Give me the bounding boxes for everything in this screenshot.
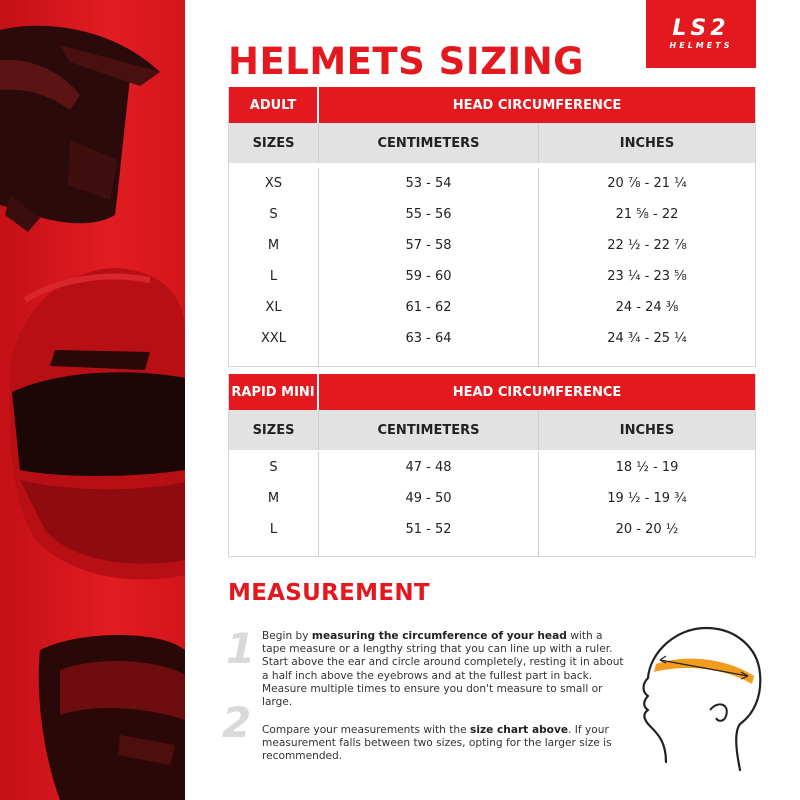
- col-header-sizes: SIZES: [229, 123, 319, 163]
- adult-label: ADULT: [229, 87, 319, 123]
- size-cell: S: [229, 452, 319, 483]
- inches-cell: 20 - 20 ½: [615, 522, 679, 537]
- logo-sub: HELMETS: [669, 41, 733, 50]
- inches-cell: 19 ½ - 19 ¾: [607, 491, 687, 506]
- size-cell: M: [229, 483, 319, 514]
- rapid-mini-table-body: [229, 450, 755, 557]
- rapid-mini-label: RAPID MINI: [229, 374, 319, 410]
- size-cell: L: [229, 261, 319, 292]
- measurement-title: MEASUREMENT: [228, 580, 430, 606]
- size-cell: S: [229, 199, 319, 230]
- inches-cell: 24 ¾ - 25 ¼: [607, 331, 687, 346]
- col-header-inches: INCHES: [619, 422, 675, 438]
- table-row: [229, 323, 755, 354]
- adult-group-header: HEAD CIRCUMFERENCE: [452, 97, 622, 113]
- table-row: [229, 261, 755, 292]
- head-measure-diagram-icon: [636, 622, 766, 772]
- table-row: [229, 514, 755, 545]
- step-number: 1: [226, 624, 256, 673]
- col-header-centimeters: CENTIMETERS: [319, 123, 539, 163]
- size-cell: XS: [229, 168, 319, 199]
- cm-cell: 63 - 64: [319, 323, 539, 354]
- adult-size-table: [228, 87, 756, 367]
- cm-cell: 59 - 60: [319, 261, 539, 292]
- step-text: [262, 724, 627, 764]
- rapid-mini-group-header: HEAD CIRCUMFERENCE: [452, 384, 622, 400]
- adult-column-headers: [229, 123, 755, 163]
- col-header-inches: INCHES: [619, 135, 675, 151]
- size-cell: M: [229, 230, 319, 261]
- table-row: [229, 168, 755, 199]
- size-cell: L: [229, 514, 319, 545]
- table-filler: [229, 354, 755, 367]
- cm-cell: 57 - 58: [319, 230, 539, 261]
- size-cell: XXL: [229, 323, 319, 354]
- step-text-post: . If your measurement falls between two sizes, opting for the larger size is recommended.: [262, 724, 612, 763]
- inches-cell: 20 ⅞ - 21 ¼: [607, 176, 687, 191]
- logo-brand: LS2: [672, 16, 730, 41]
- cm-cell: 55 - 56: [319, 199, 539, 230]
- table-row: [229, 483, 755, 514]
- col-header-sizes: SIZES: [229, 410, 319, 450]
- cm-cell: 53 - 54: [319, 168, 539, 199]
- inches-cell: 22 ½ - 22 ⅞: [607, 238, 687, 253]
- step-text-bold: measuring the circumference of your head: [311, 630, 567, 642]
- inches-cell: 23 ¼ - 23 ⅝: [607, 269, 687, 284]
- col-header-centimeters: CENTIMETERS: [319, 410, 539, 450]
- cm-cell: 51 - 52: [319, 514, 539, 545]
- cm-cell: 47 - 48: [319, 452, 539, 483]
- inches-cell: 18 ½ - 19: [615, 460, 679, 475]
- page-title: HELMETS SIZING: [228, 40, 585, 83]
- step-text: [262, 630, 627, 709]
- table-row: [229, 199, 755, 230]
- adult-table-body: [229, 163, 755, 367]
- rapid-mini-size-table: [228, 374, 756, 557]
- decorative-band: [0, 0, 185, 800]
- step-text-pre: Compare your measurements with the: [262, 724, 471, 736]
- step-text-bold: size chart above: [470, 724, 569, 736]
- cm-cell: 49 - 50: [319, 483, 539, 514]
- cm-cell: 61 - 62: [319, 292, 539, 323]
- rapid-mini-column-headers: [229, 410, 755, 450]
- helmet-illustration-icon: [0, 0, 185, 800]
- table-row: [229, 292, 755, 323]
- band-divider: [185, 0, 195, 800]
- inches-cell: 24 - 24 ⅜: [615, 300, 679, 315]
- step-text-post: with a tape measure or a lengthy string that you can line up with a ruler. Start above the ear and circle around completely, resting it in about a half inch above the eyebrows and at the fullest part in back. Measure multiple times to ensure you don't measure to small or large.: [262, 630, 624, 709]
- step-number: 2: [222, 698, 252, 747]
- ls2-logo: [646, 0, 756, 68]
- rapid-mini-red-header: [229, 374, 755, 410]
- inches-cell: 21 ⅝ - 22: [615, 207, 679, 222]
- table-filler: [229, 545, 755, 557]
- adult-table-red-header: [229, 87, 755, 123]
- step-text-pre: Begin by: [262, 630, 312, 642]
- size-cell: XL: [229, 292, 319, 323]
- table-row: [229, 452, 755, 483]
- table-row: [229, 230, 755, 261]
